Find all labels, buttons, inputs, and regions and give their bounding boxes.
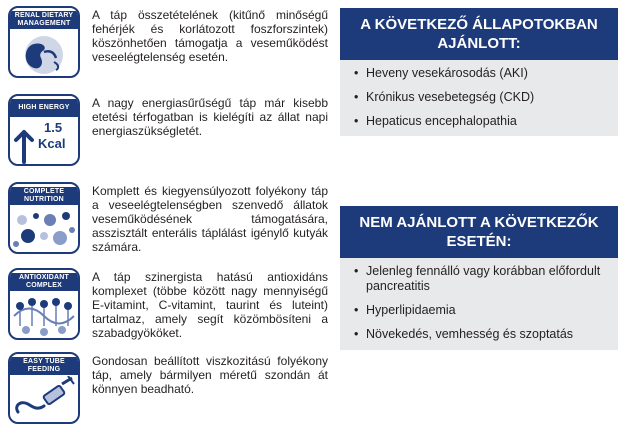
feature-text: Komplett és kiegyensúlyozott folyékony táp a veseelégtelenségben szenvedő állatok veseműködésének támogatására, asszisztált enterális táplálást igénylő kutyák számára. bbox=[92, 184, 328, 254]
recommended-heading: A KÖVETKEZŐ ÁLLAPOTOKBAN AJÁNLOTT: bbox=[340, 8, 618, 60]
list-item: • Hyperlipidaemia bbox=[354, 303, 608, 318]
list-item: • Hepaticus encephalopathia bbox=[354, 114, 608, 129]
tube-feeding-badge bbox=[8, 352, 80, 424]
badge-label: HIGH ENERGY bbox=[10, 99, 78, 117]
nutrition-badge bbox=[8, 182, 80, 254]
feature-high-energy bbox=[8, 94, 328, 170]
feature-text: Gondosan beállított viszkozitású folyékony táp, amely bármilyen méretű szondán át könnyen beadható. bbox=[92, 354, 328, 396]
energy-badge bbox=[8, 94, 80, 166]
list-item: • Jelenleg fennálló vagy korábban előfordult pancreatitis bbox=[354, 264, 608, 294]
feature-easy-tube-feeding bbox=[8, 352, 328, 428]
badge-label: COMPLETE NUTRITION bbox=[10, 187, 78, 205]
syringe-tube-icon bbox=[10, 376, 78, 422]
feature-renal bbox=[8, 6, 328, 82]
feature-text: A táp összetételének (kitűnő minőségű fehérjék és korlátozott foszforszintek) köszönhetően támogatja a veseműködést veseelégtelenség esetén. bbox=[92, 8, 328, 64]
feature-antioxidant bbox=[8, 268, 328, 344]
nutrition-dots-icon bbox=[10, 206, 78, 252]
energy-unit: Kcal bbox=[38, 136, 66, 151]
feature-text: A nagy energiasűrűségű táp már kisebb etetési térfogatban is kielégíti az állat napi energiaszükségletét. bbox=[92, 96, 328, 138]
renal-badge bbox=[8, 6, 80, 78]
list-item: • Heveny vesekárosodás (AKI) bbox=[354, 66, 608, 81]
feature-complete-nutrition bbox=[8, 182, 328, 258]
not-recommended-heading: NEM AJÁNLOTT A KÖVETKEZŐK ESETÉN: bbox=[340, 206, 618, 258]
recommended-list bbox=[340, 60, 618, 136]
badge-label: EASY TUBE FEEDING bbox=[10, 357, 78, 375]
energy-value: 1.5 bbox=[44, 120, 63, 135]
badge-label: ANTIOXIDANT COMPLEX bbox=[10, 273, 78, 291]
feature-text: A táp szinergista hatású antioxidáns komplexet (többe között nagy mennyiségű E-vitamint, C-vitamint, taurint és luteint) tartalmaz, amely segít közömbösíteni a szabadgyököket. bbox=[92, 270, 328, 340]
list-item: • Növekedés, vemhesség és szoptatás bbox=[354, 327, 608, 342]
kidney-icon bbox=[10, 30, 78, 76]
list-item: • Krónikus vesebetegség (CKD) bbox=[354, 90, 608, 105]
antioxidant-icon bbox=[10, 292, 78, 338]
not-recommended-list bbox=[340, 258, 618, 350]
badge-label: RENAL DIETARY MANAGEMENT bbox=[10, 11, 78, 29]
antioxidant-badge bbox=[8, 268, 80, 340]
